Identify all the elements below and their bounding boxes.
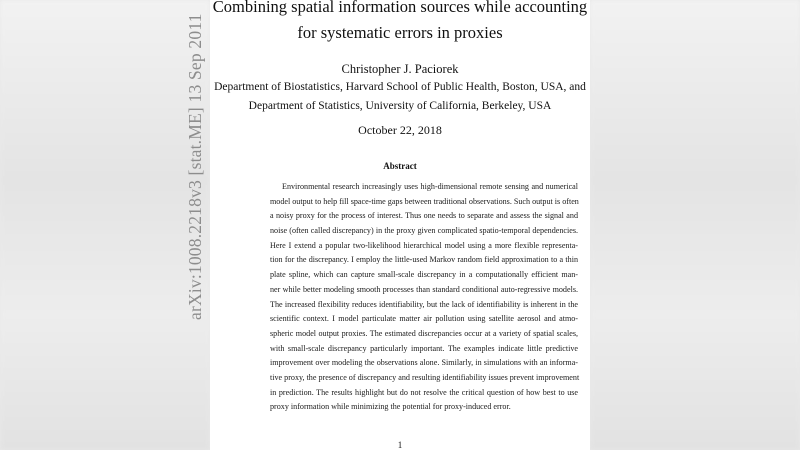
abstract-line: proxy information while minimizing the potential for proxy-induced error.: [270, 402, 511, 412]
abstract-line: noise (often called discrepancy) in the proxy given complicated spatio-temporal dependencies.: [270, 226, 578, 236]
arxiv-identifier-stamp: arXiv:1008.2218v3 [stat.ME] 13 Sep 2011: [185, 13, 205, 320]
abstract-line: model output to help fill space-time gaps between traditional observations. Such output is often: [270, 196, 579, 206]
paper-author: Christopher J. Paciorek: [341, 62, 459, 76]
paper-page: [210, 0, 590, 450]
abstract-line: The increased flexibility reduces identifiability, but the lack of identifiability is inherent in the: [270, 299, 578, 309]
paper-date: October 22, 2018: [358, 123, 442, 137]
abstract-line: tion for the discrepancy. I employ the little-used Markov random field approximation to a thin: [270, 255, 578, 265]
affiliation-line-2: Department of Statistics, University of California, Berkeley, USA: [248, 100, 552, 112]
abstract-body: [270, 180, 578, 415]
abstract-line: tive proxy, the presence of discrepancy and resulting identifiability issues prevent improvement: [270, 372, 580, 382]
abstract-line: scientific context. I model particulate matter air pollution using satellite aerosol and atmo-: [270, 314, 578, 324]
abstract-line: in prediction. The results highlight but do not resolve the critical question of how best to use: [270, 387, 578, 397]
abstract-line: ner while better modeling smooth processes than standard conditional auto-regressive models.: [270, 284, 578, 294]
abstract-line: a noisy proxy for the process of interest. Thus one needs to separate and assess the signal and: [270, 211, 578, 221]
abstract-line: Here I extend a popular two-likelihood hierarchical model using a more flexible representa-: [270, 240, 578, 250]
paper-title-line-1: Combining spatial information sources while accounting: [212, 0, 588, 16]
background-left: [0, 0, 210, 450]
abstract-line: Environmental research increasingly uses high-dimensional remote sensing and numerical: [282, 182, 578, 191]
abstract-line: improvement over modeling the observations alone. Similarly, in simulations with an informa-: [270, 358, 578, 368]
abstract-line: plate spline, which can capture small-scale discrepancy in a computationally efficient man-: [270, 270, 578, 280]
abstract-heading: Abstract: [383, 161, 417, 171]
background-right: [590, 0, 800, 450]
paper-title-line-2: for systematic errors in proxies: [297, 23, 503, 42]
abstract-line: with small-scale discrepancy particularly important. The examples indicate little predictive: [270, 343, 578, 353]
page-number: 1: [397, 440, 403, 450]
affiliation-line-1: Department of Biostatistics, Harvard School of Public Health, Boston, USA, and: [214, 81, 586, 93]
abstract-line: spheric model output proxies. The estimated discrepancies occur at a variety of spatial scales,: [270, 328, 578, 338]
